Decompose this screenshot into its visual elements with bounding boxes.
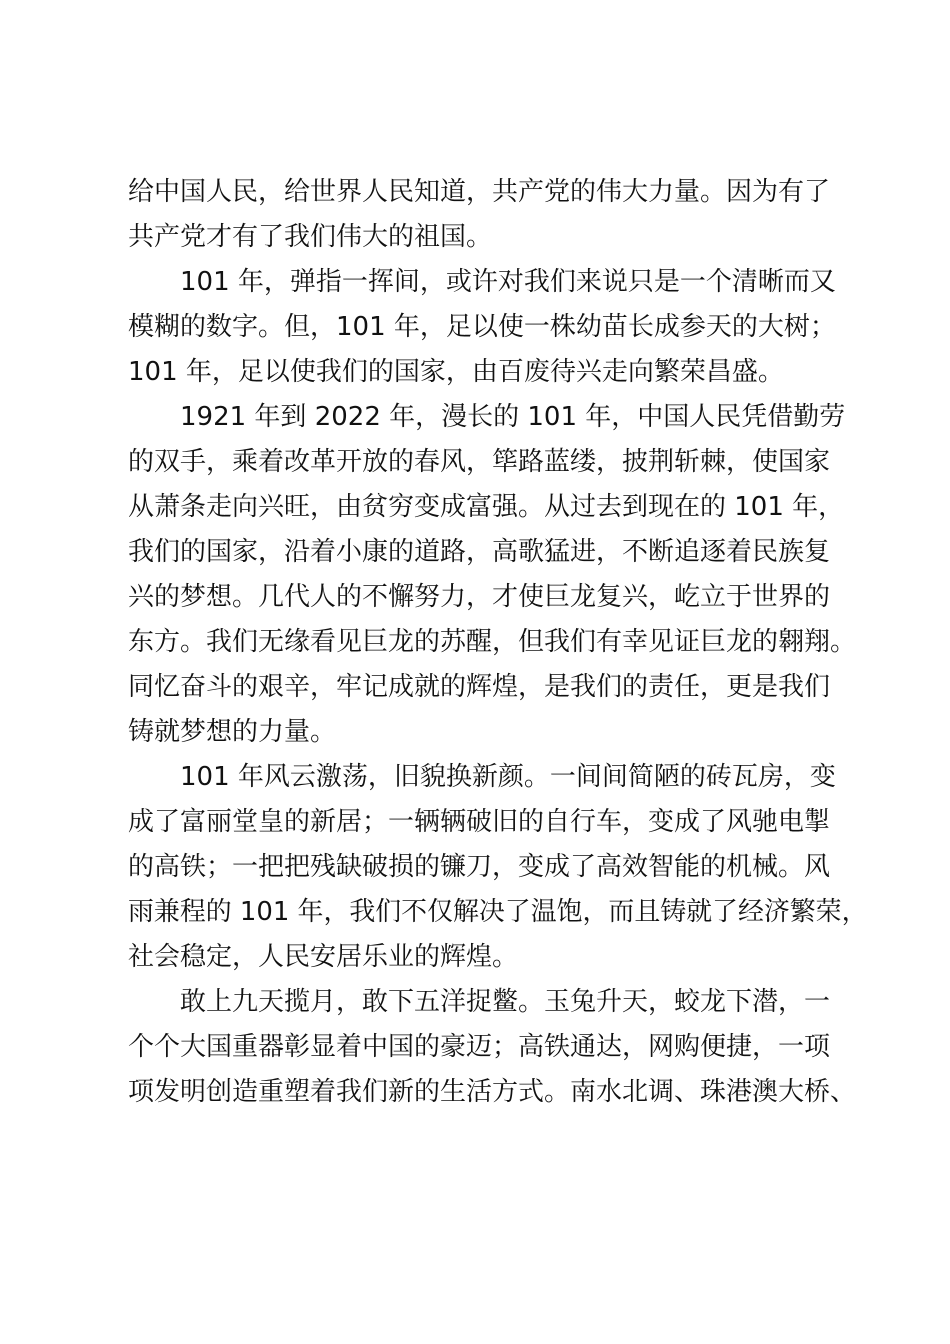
paragraph-start-line: 101 年风云激荡，旧貌换新颜。一间间简陋的砖瓦房，变: [180, 762, 836, 792]
paragraph-start-line: 敢上九天揽月，敢下五洋捉鳖。玉兔升天，蛟龙下潜，一: [180, 987, 831, 1017]
text-line: 个个大国重器彰显着中国的豪迈；高铁通达，网购便捷，一项: [128, 1032, 831, 1062]
text-line: 从萧条走向兴旺，由贫穷变成富强。从过去到现在的 101 年，: [128, 492, 845, 522]
text-line: 同忆奋斗的艰辛，牢记成就的辉煌，是我们的责任，更是我们: [128, 672, 831, 702]
body-text: [128, 170, 868, 1115]
text-line: 铸就梦想的力量。: [128, 717, 337, 747]
text-line: 兴的梦想。几代人的不懈努力，才使巨龙复兴，屹立于世界的: [128, 582, 831, 612]
text-line: 项发明创造重塑着我们新的生活方式。南水北调、珠港澳大桥、: [128, 1077, 857, 1107]
text-line: 共产党才有了我们伟大的祖国。: [128, 222, 493, 252]
text-line: 101 年，足以使我们的国家，由百废待兴走向繁荣昌盛。: [128, 357, 784, 387]
text-line: 雨兼程的 101 年，我们不仅解决了温饱，而且铸就了经济繁荣，: [128, 897, 868, 927]
text-line: 成了富丽堂皇的新居；一辆辆破旧的自行车，变成了风驰电掣: [128, 807, 831, 837]
text-line: 我们的国家，沿着小康的道路，高歌猛进，不断追逐着民族复: [128, 537, 831, 567]
text-line: 东方。我们无缘看见巨龙的苏醒，但我们有幸见证巨龙的翱翔。: [128, 627, 857, 657]
paragraph-start-line: 1921 年到 2022 年，漫长的 101 年，中国人民凭借勤劳: [180, 402, 846, 432]
text-line: 的高铁；一把把残缺破损的镰刀，变成了高效智能的机械。风: [128, 852, 831, 882]
text-line: 给中国人民，给世界人民知道，共产党的伟大力量。因为有了: [128, 177, 831, 207]
text-line: 模糊的数字。但，101 年，足以使一株幼苗长成参天的大树；: [128, 312, 836, 342]
text-line: 的双手，乘着改革开放的春风，筚路蓝缕，披荆斩棘，使国家: [128, 447, 831, 477]
paragraph-start-line: 101 年，弹指一挥间，或许对我们来说只是一个清晰而又: [180, 267, 836, 297]
text-line: 社会稳定，人民安居乐业的辉煌。: [128, 942, 519, 972]
